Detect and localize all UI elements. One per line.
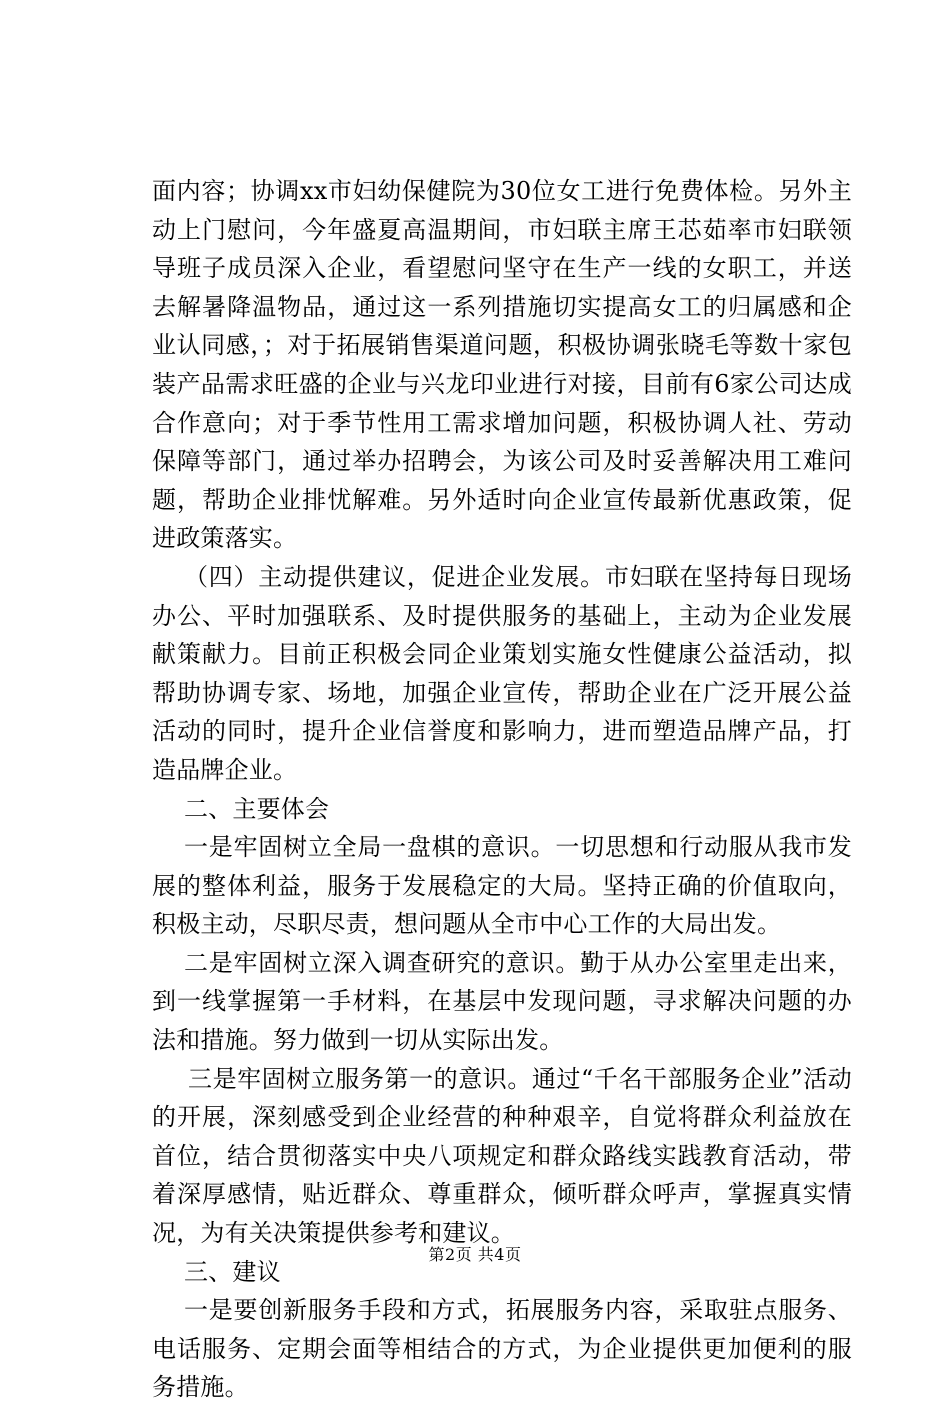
paragraph-experience-two: 二是牢固树立深入调查研究的意识。勤于从办公室里走出来，到一线掌握第一手材料，在基层中发现问题，寻求解决问题的办法和措施。努力做到一切从实际出发。 bbox=[152, 948, 852, 1055]
paragraph-experience-three: 三是牢固树立服务第一的意识。通过“千名干部服务企业”活动的开展，深刻感受到企业经营的种种艰辛，自觉将群众利益放在首位，结合贯彻落实中央八项规定和群众路线实践教育活动，带着深厚感情，贴近群众、尊重群众，倾听群众呼声，掌握真实情况，为有关决策提供参考和建议。 bbox=[152, 1064, 852, 1248]
paragraph-section-four: （四）主动提供建议，促进企业发展。市妇联在坚持每日现场办公、平时加强联系、及时提供服务的基础上，主动为企业发展献策献力。目前正积极会同企业策划实施女性健康公益活动，拟帮助协调专家、场地，加强企业宣传，帮助企业在广泛开展公益活动的同时，提升企业信誉度和影响力，进而塑造品牌产品，打造品牌企业。 bbox=[152, 562, 852, 784]
page-number-footer: 第2页 共4页 bbox=[428, 1245, 522, 1264]
paragraph-suggestion-one: 一是要创新服务手段和方式，拓展服务内容，采取驻点服务、电话服务、定期会面等相结合的方式，为企业提供更加便利的服务措施。 bbox=[152, 1296, 852, 1402]
heading-suggestions: 三、建议 bbox=[184, 1257, 281, 1286]
document-body bbox=[152, 172, 852, 1407]
paragraph-experience-one: 一是牢固树立全局一盘棋的意识。一切思想和行动服从我市发展的整体利益，服务于发展稳定的大局。坚持正确的价值取向，积极主动，尽职尽责，想问题从全市中心工作的大局出发。 bbox=[152, 833, 852, 939]
heading-main-experience: 二、主要体会 bbox=[184, 794, 330, 823]
paragraph-continuation: 面内容；协调xx市妇幼保健院为30位女工进行免费体检。另外主动上门慰问，今年盛夏高温期间，市妇联主席王芯茹率市妇联领导班子成员深入企业，看望慰问坚守在生产一线的女职工，并送去解暑降温物品，通过这一系列措施切实提高女工的归属感和企业认同感，；对于拓展销售渠道问题，积极协调张晓毛等数十家包装产品需求旺盛的企业与兴龙印业进行对接，目前有6家公司达成合作意向；对于季节性用工需求增加问题，积极协调人社、劳动保障等部门，通过举办招聘会，为该公司及时妥善解决用工难问题，帮助企业排忧解难。另外适时向企业宣传最新优惠政策，促进政策落实。 bbox=[152, 177, 852, 553]
